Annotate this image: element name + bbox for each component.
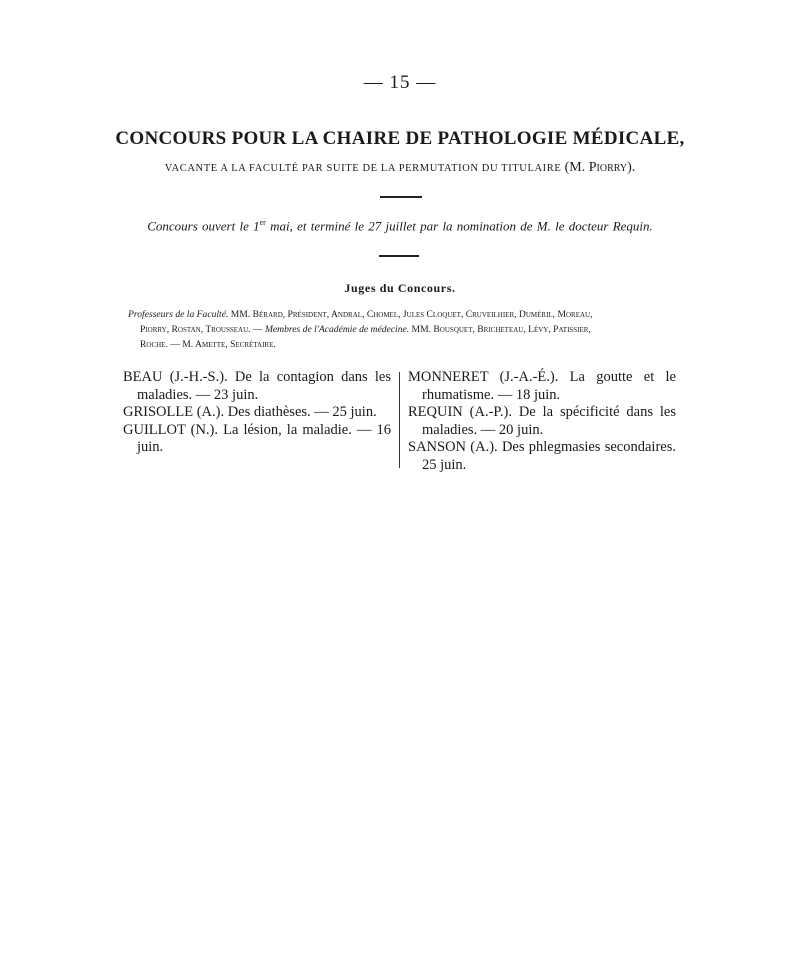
candidate-entry: GUILLOT (N.). La lésion, la maladie. — 16 juin. [123,421,391,455]
candidate-entry: SANSON (A.). Des phlegmasies secondaires. 25 juin. [408,439,676,473]
judges-faculty-label: Professeurs de la Faculté. [128,309,229,320]
separator-rule-bottom [379,255,419,257]
judges-academy-names: MM. Bousquet, Bricheteau, Lévy, Patissier, [409,324,591,335]
subtitle-name: (M. Piorry). [564,160,636,175]
candidate-entry: BEAU (J.-H.-S.). De la contagion dans les maladies. — 23 juin. [123,369,391,403]
judges-line-2 [128,322,680,337]
separator-rule-top [380,196,422,198]
page-number: — 15 — [363,72,437,93]
column-divider [399,372,400,468]
subtitle [0,160,800,176]
opening-text-start: Concours ouvert le 1 [147,218,260,234]
judges-faculty-names: MM. Bérard, Président, Andral, Chomel, Jules Cloquet, Cruveilhier, Duméril, Moreau, [228,309,593,320]
judges-line-3: Roche. — M. Amette, Secrétaire. [140,339,276,350]
main-title: CONCOURS POUR LA CHAIRE DE PATHOLOGIE MÉDICALE, [115,128,685,149]
opening-text-end: mai, et terminé le 27 juillet par la nomination de M. le docteur Requin. [265,218,653,234]
subtitle-text: VACANTE A LA FACULTÉ PAR SUITE DE LA PERMUTATION DU TITULAIRE [164,163,562,174]
opening-superscript: er [259,218,266,227]
candidate-entry: REQUIN (A.-P.). De la spécificité dans les maladies. — 20 juin. [408,404,676,438]
candidates-right-column [408,369,676,474]
candidate-entry: GRISOLLE (A.). Des diathèses. — 25 juin. [123,404,377,420]
judges-list [128,307,680,352]
judges-line-1 [128,307,680,322]
judges-faculty-names-cont: Piorry, Rostan, Trousseau. — [140,324,265,335]
opening-statement [0,218,800,234]
judges-heading: Juges du Concours. [344,281,456,295]
candidates-left-column [123,369,391,457]
candidate-entry: MONNERET (J.-A.-É.). La goutte et le rhumatisme. — 18 juin. [408,369,676,403]
judges-academy-label: Membres de l'Académie de médecine. [264,324,410,335]
